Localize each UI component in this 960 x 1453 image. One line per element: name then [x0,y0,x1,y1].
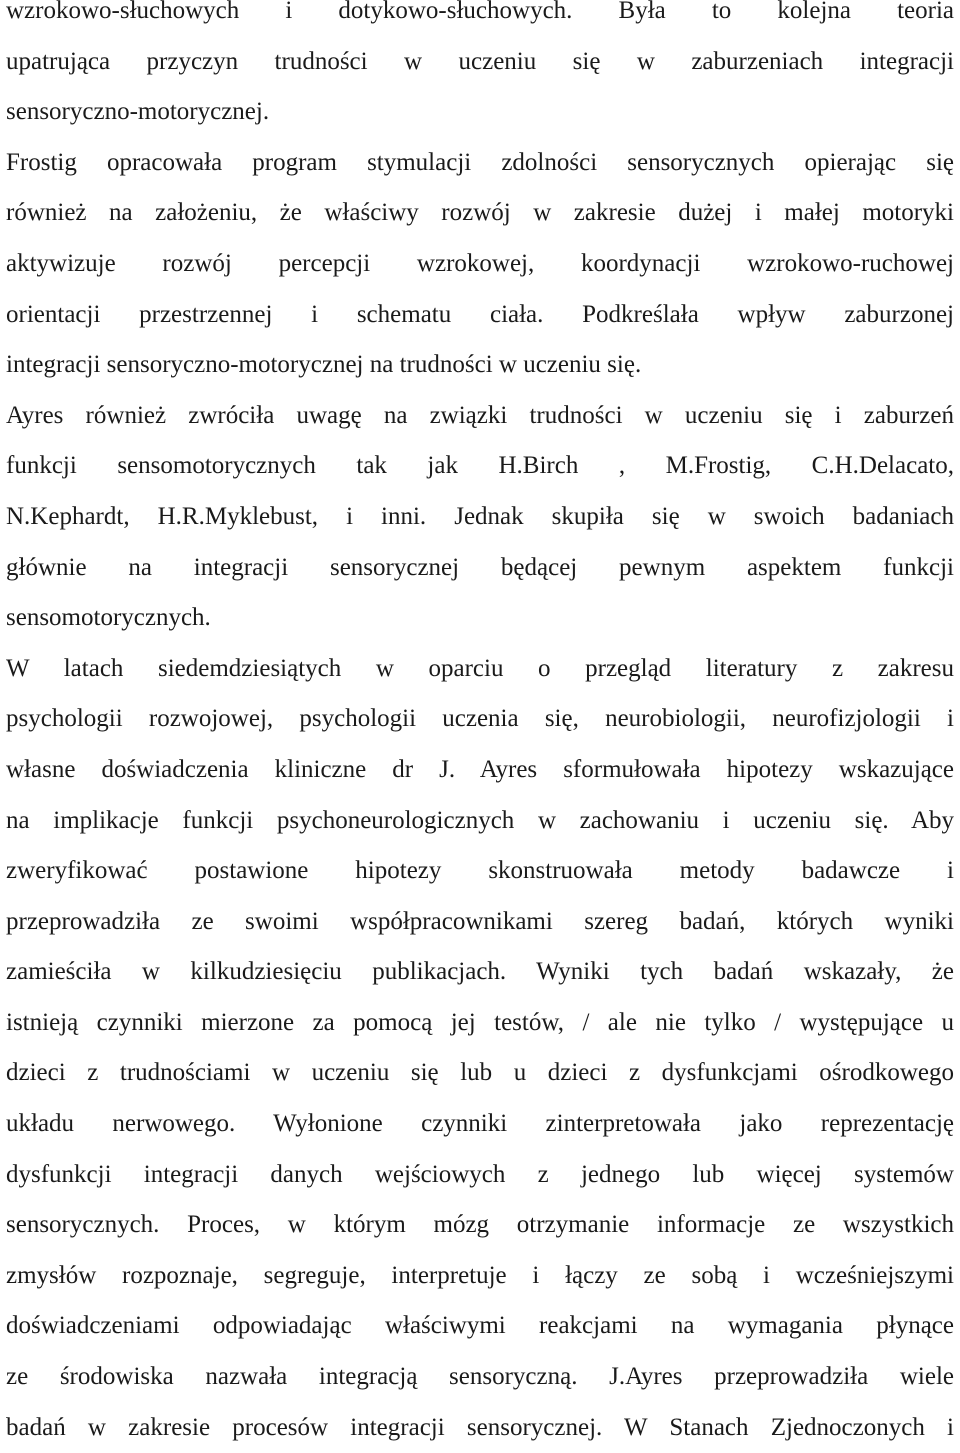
text-line: zmysłów rozpoznaje, segreguje, interpretuje i łączy ze sobą i wcześniejszymi [6,1261,954,1289]
document-page [6,0,954,1453]
text-line: układu nerwowego. Wyłonione czynniki zinterpretowała jako reprezentację [6,1110,954,1138]
text-line: W latach siedemdziesiątych w oparciu o przegląd literatury z zakresu [6,654,954,682]
text-line: zweryfikować postawione hipotezy skonstruowała metody badawcze i [6,857,954,885]
text-line: sensorycznych. Proces, w którym mózg otrzymanie informacje ze wszystkich [6,1211,954,1239]
text-line: dysfunkcji integracji danych wejściowych z jednego lub więcej systemów [6,1160,954,1188]
text-line: przeprowadziła ze swoimi współpracownikami szereg badań, których wyniki [6,907,954,935]
text-line: również na założeniu, że właściwy rozwój w zakresie dużej i małej motoryki [6,199,954,227]
text-line: integracji sensoryczno-motorycznej na trudności w uczeniu się. [6,351,642,379]
text-line: własne doświadczenia kliniczne dr J. Ayres sformułowała hipotezy wskazujące [6,755,954,783]
text-line: ze środowiska nazwała integracją sensoryczną. J.Ayres przeprowadziła wiele [6,1363,954,1391]
text-line: orientacji przestrzennej i schematu ciała. Podkreślała wpływ zaburzonej [6,300,954,328]
text-line: głównie na integracji sensorycznej będącej pewnym aspektem funkcji [6,553,954,581]
text-line: aktywizuje rozwój percepcji wzrokowej, koordynacji wzrokowo-ruchowej [6,249,954,277]
text-line: psychologii rozwojowej, psychologii uczenia się, neurobiologii, neurofizjologii i [6,705,954,733]
text-line: doświadczeniami odpowiadając właściwymi reakcjami na wymagania płynące [6,1312,954,1340]
text-line: badań w zakresie procesów integracji sensorycznej. W Stanach Zjednoczonych i [6,1413,954,1441]
text-line: upatrująca przyczyn trudności w uczeniu się w zaburzeniach integracji [6,47,954,75]
text-line: wzrokowo-słuchowych i dotykowo-słuchowych. Była to kolejna teoria [6,0,954,24]
text-line: istnieją czynniki mierzone za pomocą jej testów, / ale nie tylko / występujące u [6,1008,954,1036]
text-line: funkcji sensomotorycznych tak jak H.Birch , M.Frostig, C.H.Delacato, [6,452,954,480]
text-line: sensomotorycznych. [6,604,211,632]
text-line: Frostig opracowała program stymulacji zdolności sensorycznych opierając się [6,148,954,176]
text-line: na implikacje funkcji psychoneurologicznych w zachowaniu i uczeniu się. Aby [6,806,954,834]
text-line: dzieci z trudnościami w uczeniu się lub u dzieci z dysfunkcjami ośrodkowego [6,1059,954,1087]
text-line: sensoryczno-motorycznej. [6,98,270,126]
text-line: zamieściła w kilkudziesięciu publikacjach. Wyniki tych badań wskazały, że [6,958,954,986]
text-line: N.Kephardt, H.R.Myklebust, i inni. Jednak skupiła się w swoich badaniach [6,502,954,530]
text-line: Ayres również zwróciła uwagę na związki trudności w uczeniu się i zaburzeń [6,401,954,429]
